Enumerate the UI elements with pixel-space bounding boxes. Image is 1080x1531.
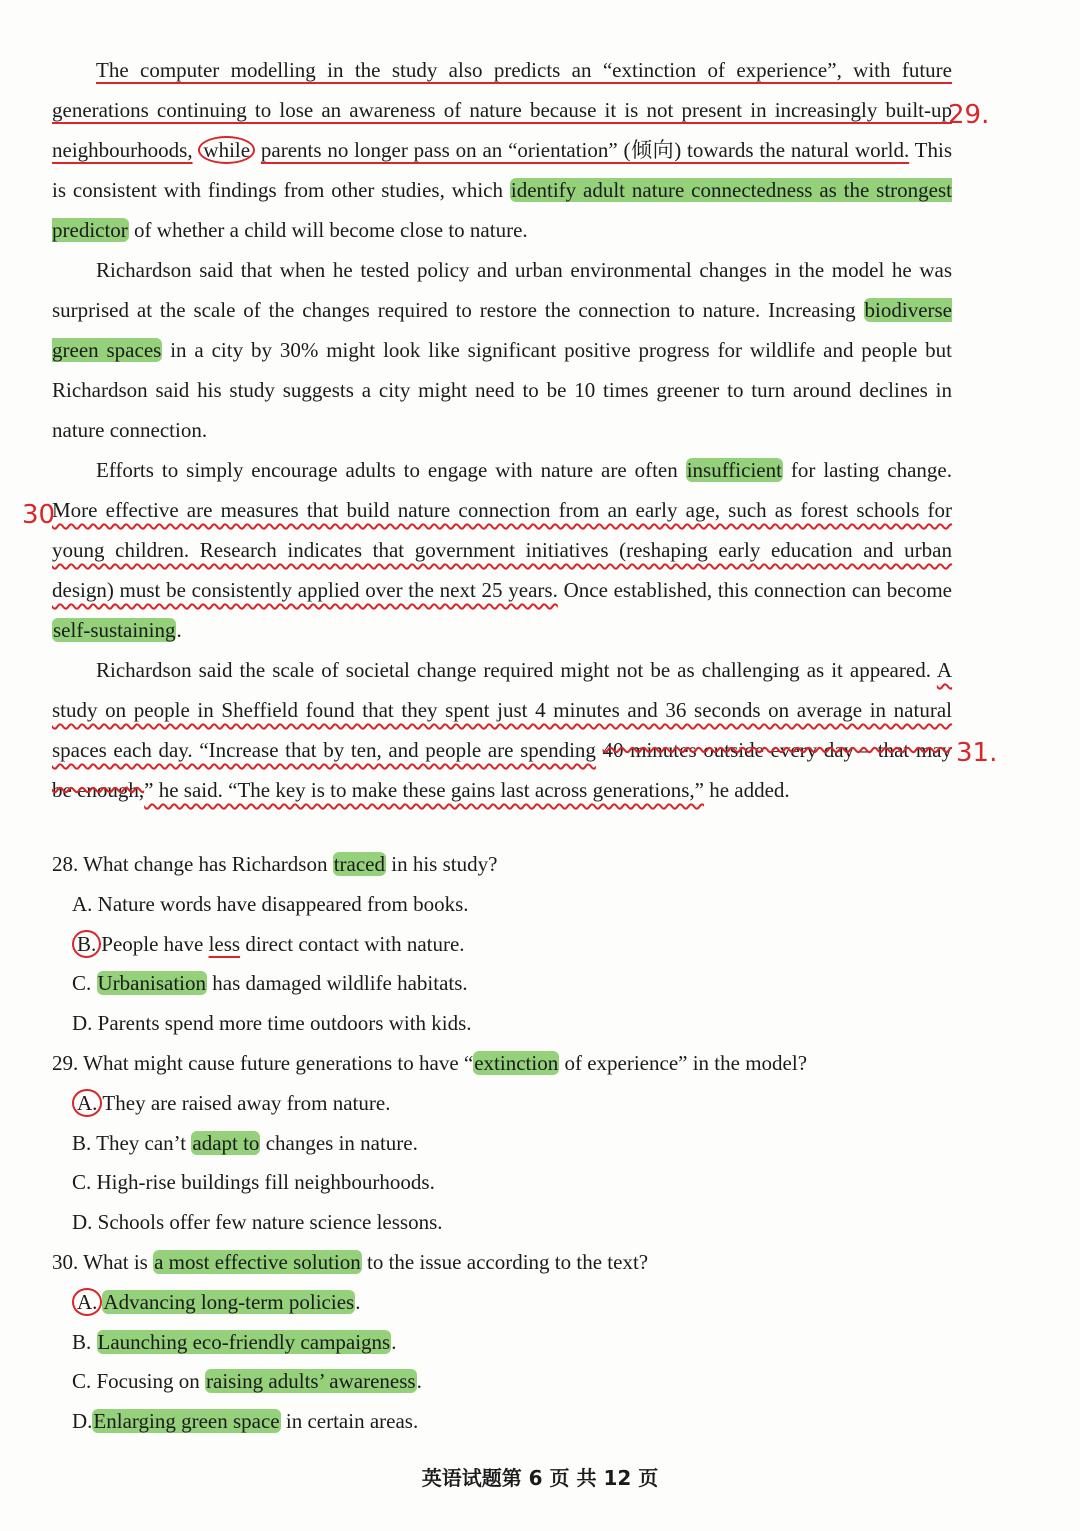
circled-answer: B. [72, 930, 101, 958]
p1-text: This is consistent with findings from other studies, which [52, 138, 953, 202]
highlight-option-text: Launching eco-friendly campaigns [97, 1329, 391, 1354]
highlight-adapt-to: adapt to [192, 1130, 260, 1155]
p2-text: Richardson said that when he tested policy and urban environmental changes in the model he was surprised at the scale of the changes required to restore the connection to nature. Increasing [52, 258, 952, 322]
p4-text: he added. [709, 778, 790, 802]
option-d[interactable]: D. Schools offer few nature science lessons. [72, 1210, 443, 1235]
paragraph-4 [52, 650, 952, 810]
option-a[interactable]: A. They are raised away from nature. [72, 1084, 952, 1124]
p4-underlined-text: A study on people in Sheffield found that they spent just 4 minutes and 36 seconds on average in natural spaces each day. “Increase that by ten, and people are spending [52, 658, 952, 762]
question-stem: 30. What is a most effective solution to the issue according to the text? [52, 1249, 649, 1274]
reading-passage [52, 50, 952, 810]
p4-text: Richardson said the scale of societal change required might not be as challenging as it appeared. [96, 658, 931, 682]
highlight-urbanisation: Urbanisation [97, 971, 206, 996]
question-30 [52, 1243, 952, 1442]
question-29 [52, 1044, 952, 1243]
option-a[interactable]: A. Advancing long-term policies. [72, 1283, 952, 1323]
highlight-self-sustaining: self-sustaining [53, 618, 176, 642]
underlined-less: less [208, 931, 241, 956]
highlight-option-text: Advancing long-term policies [103, 1289, 355, 1314]
p4-struck-text: 40 minutes outside every day – that may be enough, [52, 738, 953, 802]
p3-text: . [176, 618, 182, 642]
p3-underlined-text: More effective are measures that build nature connection from an early age, such as forest schools for young children. Research indicates that government initiatives (reshaping early education and urban design) must be consistently applied over the next 25 years. [52, 498, 952, 602]
option-d[interactable]: D. Parents spend more time outdoors with kids. [72, 1011, 472, 1036]
paragraph-2 [52, 250, 952, 450]
circled-word-while: while [198, 136, 255, 164]
option-b[interactable]: B. People have less direct contact with nature. [72, 925, 952, 965]
circled-answer: A. [72, 1089, 102, 1117]
highlight-traced: traced [333, 852, 385, 876]
circled-answer: A. [72, 1288, 102, 1316]
question-28 [52, 845, 952, 1044]
p3-text: for lasting change. [790, 458, 952, 482]
highlight-option-text: Enlarging green space [93, 1409, 280, 1434]
paragraph-1 [52, 50, 952, 250]
margin-mark-29: 29. [948, 100, 990, 130]
p2-text: in a city by 30% might look like significant positive progress for wildlife and people but Richardson said his study suggests a city might need to be 10 times greener to turn around declines in nature connection. [52, 338, 952, 442]
highlight-biodiverse-green-spaces: biodiverse green spaces [52, 298, 953, 362]
margin-mark-30: 30 [22, 500, 56, 530]
highlight-insufficient: insufficient [686, 458, 782, 482]
paragraph-3 [52, 450, 952, 650]
highlight-strongest-predictor: identify adult nature connectedness as the strongest predictor [52, 178, 952, 242]
p1-text: of whether a child will become close to nature. [134, 218, 528, 242]
highlight-option-text: raising adults’ awareness [206, 1369, 416, 1394]
p4-underlined-text: ” he said. “The key is to make these gains last across generations,” [144, 778, 704, 802]
page-footer: 英语试题第 6 页 共 12 页 [421, 1466, 659, 1490]
option-a[interactable]: A. Nature words have disappeared from books. [72, 891, 469, 916]
question-stem: 28. What change has Richardson traced in his study? [52, 852, 498, 876]
highlight-most-effective-solution: a most effective solution [154, 1249, 361, 1274]
p1-text: parents no longer pass on an “orientation” (倾向) towards the natural world. [260, 138, 910, 162]
option-b[interactable]: B. Launching eco-friendly campaigns. [72, 1329, 397, 1354]
option-c[interactable]: C. Urbanisation has damaged wildlife habitats. [72, 971, 468, 996]
p1-text: The computer modelling in the study also predicts an “extinction of experience”, with future generations continuing to lose an awareness of nature because it is not present in increasingly built-up neighbourhoods, [52, 58, 952, 162]
option-d[interactable]: D.Enlarging green space in certain areas. [72, 1409, 419, 1434]
option-c[interactable]: C. Focusing on raising adults’ awareness. [72, 1369, 422, 1394]
highlight-extinction: extinction [474, 1050, 559, 1075]
p3-text: Once established, this connection can become [563, 578, 952, 602]
option-c[interactable]: C. High-rise buildings fill neighbourhoods. [72, 1170, 435, 1195]
question-stem: 29. What might cause future generations to have “extinction of experience” in the model? [52, 1050, 808, 1075]
option-b[interactable]: B. They can’t adapt to changes in nature. [72, 1130, 418, 1155]
p3-text: Efforts to simply encourage adults to engage with nature are often [96, 458, 678, 482]
margin-mark-31: 31. [956, 738, 998, 768]
questions [52, 845, 952, 1442]
